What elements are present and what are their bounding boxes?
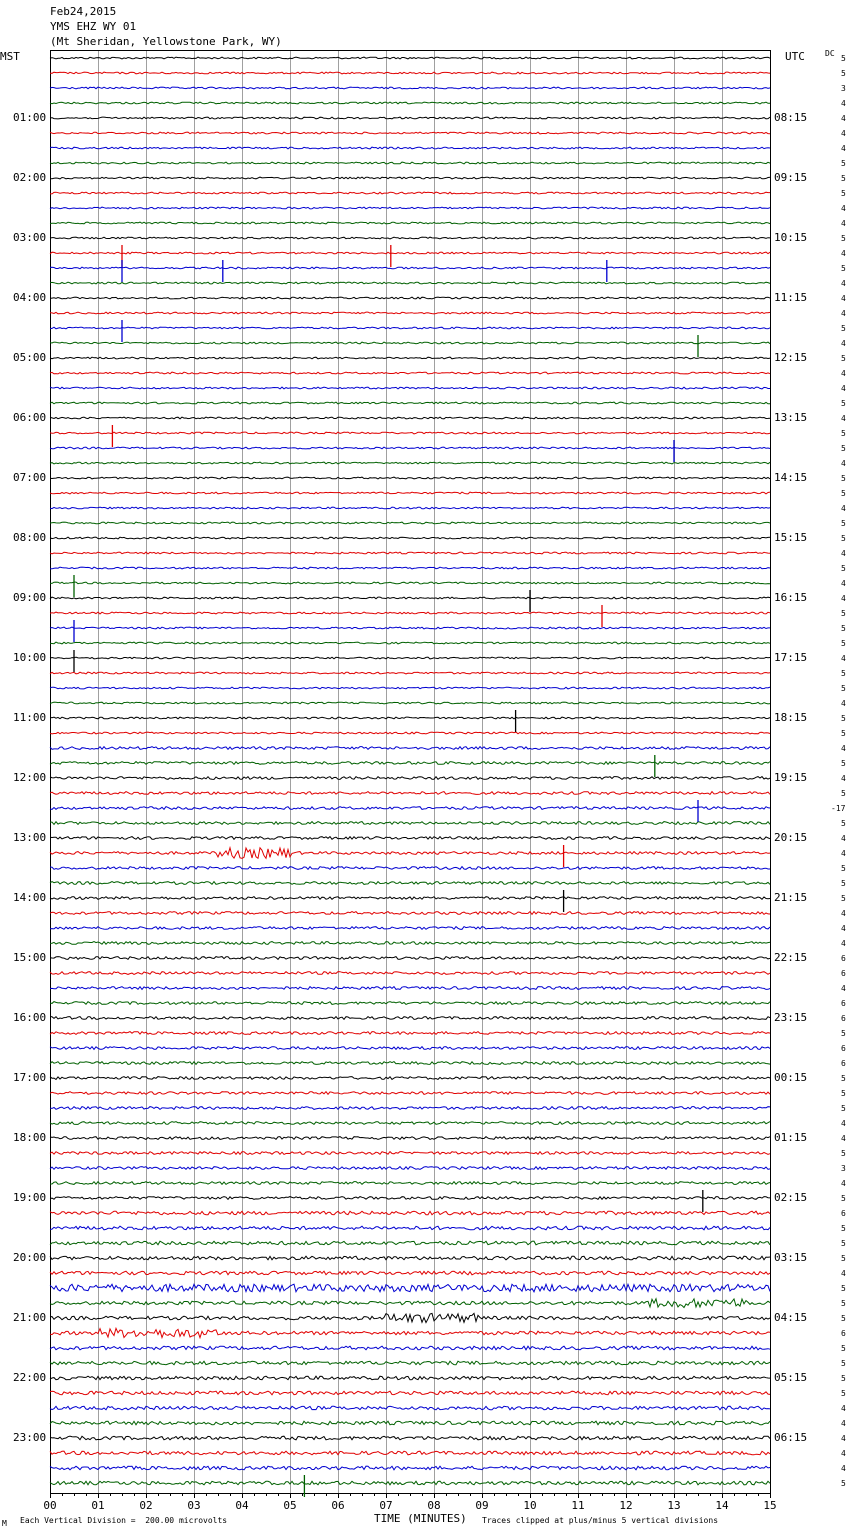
utc-hour-label: 14:15 — [774, 471, 808, 484]
trace-row — [50, 942, 770, 945]
trace-row — [50, 1466, 770, 1470]
x-tick-label: 01 — [91, 1499, 105, 1512]
dc-offset-value: 4 — [841, 504, 846, 513]
trace-row — [50, 207, 770, 209]
mst-hour-label: 03:00 — [13, 231, 47, 244]
dc-offset-value: 5 — [841, 534, 846, 543]
dc-offset-value: 5 — [841, 519, 846, 528]
mst-hour-label: 16:00 — [13, 1011, 47, 1024]
station-label: YMS EHZ WY 01 — [50, 20, 137, 33]
trace-row — [50, 1152, 770, 1155]
dc-offset-value: 4 — [841, 384, 846, 393]
dc-offset-value: 5 — [841, 729, 846, 738]
dc-offset-value: 4 — [841, 204, 846, 213]
trace-row — [50, 822, 770, 825]
dc-offset-value: 4 — [841, 549, 846, 558]
trace-row — [50, 567, 770, 569]
dc-offset-value: 5 — [841, 819, 846, 828]
dc-offset-value: 5 — [841, 1074, 846, 1083]
trace-row — [50, 87, 770, 89]
trace-row — [50, 147, 770, 149]
utc-hour-label: 00:15 — [774, 1071, 808, 1084]
trace-row — [50, 912, 770, 915]
dc-offset-value: 6 — [841, 1059, 846, 1068]
mst-hour-label: 12:00 — [13, 771, 47, 784]
mst-hour-label: 13:00 — [13, 831, 47, 844]
utc-hour-label: 02:15 — [774, 1191, 808, 1204]
trace-row — [50, 1284, 770, 1292]
trace-row — [50, 747, 770, 750]
trace-row — [50, 447, 770, 449]
utc-hour-label: 23:15 — [774, 1011, 808, 1024]
mst-hour-label: 22:00 — [13, 1371, 47, 1384]
trace-row — [50, 1122, 770, 1125]
dc-offset-value: 6 — [841, 1329, 846, 1338]
trace-row — [50, 237, 770, 239]
trace-row — [50, 507, 770, 509]
utc-hour-label: 21:15 — [774, 891, 808, 904]
trace-row — [50, 1211, 770, 1215]
dc-offset-value: 5 — [841, 444, 846, 453]
mst-hour-label: 02:00 — [13, 171, 47, 184]
trace-row — [50, 1346, 770, 1350]
dc-offset-value: 5 — [841, 714, 846, 723]
trace-row — [50, 597, 770, 599]
trace-row — [50, 897, 770, 900]
x-tick-label: 04 — [235, 1499, 249, 1512]
trace-row — [50, 702, 770, 704]
trace-row — [50, 102, 770, 104]
trace-row — [50, 582, 770, 584]
date-label: Feb24,2015 — [50, 5, 117, 18]
trace-row — [50, 848, 770, 859]
trace-row — [50, 357, 770, 359]
dc-offset-value: 5 — [841, 1374, 846, 1383]
dc-offset-value: 5 — [841, 1359, 846, 1368]
trace-row — [50, 537, 770, 539]
dc-offset-value: 4 — [841, 774, 846, 783]
mst-hour-label: 01:00 — [13, 111, 47, 124]
dc-offset-value: 5 — [841, 1299, 846, 1308]
dc-offset-value: 5 — [841, 669, 846, 678]
x-tick-label: 05 — [283, 1499, 297, 1512]
dc-offset-value: 4 — [841, 144, 846, 153]
dc-offset-value: 5 — [841, 639, 846, 648]
trace-row — [50, 267, 770, 269]
dc-offset-value: 5 — [841, 1479, 846, 1488]
trace-row — [50, 72, 770, 74]
utc-hour-label: 06:15 — [774, 1431, 808, 1444]
dc-offset-value: 6 — [841, 999, 846, 1008]
trace-row — [50, 1328, 770, 1337]
dc-offset-value: 5 — [841, 894, 846, 903]
dc-offset-value: 4 — [841, 309, 846, 318]
trace-row — [50, 462, 770, 464]
trace-row — [50, 1451, 770, 1455]
trace-row — [50, 657, 770, 659]
trace-row — [50, 627, 770, 629]
utc-hour-label: 19:15 — [774, 771, 808, 784]
trace-row — [50, 777, 770, 780]
trace-row — [50, 612, 770, 614]
trace-row — [50, 1361, 770, 1365]
trace-row — [50, 1241, 770, 1245]
mst-hour-label: 19:00 — [13, 1191, 47, 1204]
utc-axis-title: UTC — [785, 50, 805, 63]
dc-offset-value: 6 — [841, 1209, 846, 1218]
x-tick-label: 00 — [43, 1499, 57, 1512]
mst-hour-label: 15:00 — [13, 951, 47, 964]
trace-row — [50, 417, 770, 419]
dc-offset-value: 5 — [841, 1194, 846, 1203]
x-tick-label: 09 — [475, 1499, 489, 1512]
dc-offset-value: 4 — [841, 414, 846, 423]
dc-offset-value: 5 — [841, 1104, 846, 1113]
utc-hour-label: 17:15 — [774, 651, 808, 664]
trace-row — [50, 837, 770, 840]
dc-offset-value: 4 — [841, 834, 846, 843]
x-tick-label: 15 — [763, 1499, 777, 1512]
utc-hour-label: 01:15 — [774, 1131, 808, 1144]
utc-hour-label: 08:15 — [774, 111, 808, 124]
trace-row — [50, 402, 770, 404]
x-tick-label: 08 — [427, 1499, 441, 1512]
dc-offset-value: 5 — [841, 1089, 846, 1098]
dc-offset-value: 4 — [841, 459, 846, 468]
mst-hour-label: 07:00 — [13, 471, 47, 484]
mst-hour-label: 17:00 — [13, 1071, 47, 1084]
trace-row — [50, 57, 770, 59]
trace-row — [50, 927, 770, 930]
dc-offset-value: 4 — [841, 924, 846, 933]
dc-offset-value: 6 — [841, 1014, 846, 1023]
utc-hour-label: 12:15 — [774, 351, 808, 364]
trace-row — [50, 1062, 770, 1065]
trace-row — [50, 312, 770, 314]
mst-hour-label: 14:00 — [13, 891, 47, 904]
dc-offset-value: 5 — [841, 399, 846, 408]
dc-offset-value: 3 — [841, 1164, 846, 1173]
plot-frame — [51, 51, 771, 1494]
trace-row — [50, 372, 770, 374]
dc-offset-value: 4 — [841, 1404, 846, 1413]
utc-hour-label: 13:15 — [774, 411, 808, 424]
dc-offset-value: 4 — [841, 219, 846, 228]
location-label: (Mt Sheridan, Yellowstone Park, WY) — [50, 35, 282, 48]
trace-row — [50, 1256, 770, 1260]
trace-row — [50, 672, 770, 674]
dc-offset-value: 4 — [841, 294, 846, 303]
trace-row — [50, 192, 770, 194]
mst-hour-label: 09:00 — [13, 591, 47, 604]
trace-row — [50, 177, 770, 179]
time-axis-label: TIME (MINUTES) — [374, 1512, 467, 1525]
mst-axis-title: MST — [0, 50, 20, 63]
dc-offset-value: 4 — [841, 984, 846, 993]
trace-row — [50, 252, 770, 254]
trace-row — [50, 222, 770, 224]
utc-hour-label: 05:15 — [774, 1371, 808, 1384]
dc-offset-value: 4 — [841, 99, 846, 108]
trace-row — [50, 1032, 770, 1035]
trace-row — [50, 642, 770, 644]
dc-offset-value: 4 — [841, 1464, 846, 1473]
trace-row — [50, 387, 770, 389]
dc-offset-value: 5 — [841, 489, 846, 498]
trace-row — [50, 1271, 770, 1275]
dc-offset-value: 5 — [841, 174, 846, 183]
dc-offset-value: 5 — [841, 879, 846, 888]
trace-row — [50, 1406, 770, 1410]
utc-hour-label: 16:15 — [774, 591, 808, 604]
x-tick-label: 13 — [667, 1499, 681, 1512]
utc-hour-label: 09:15 — [774, 171, 808, 184]
trace-row — [50, 1226, 770, 1230]
dc-offset-value: 5 — [841, 189, 846, 198]
trace-row — [50, 717, 770, 719]
x-tick-label: 06 — [331, 1499, 345, 1512]
dc-offset-value: 4 — [841, 369, 846, 378]
trace-row — [50, 762, 770, 765]
scale-mark: M — [2, 1519, 7, 1528]
trace-row — [50, 1376, 770, 1380]
dc-offset-value: 5 — [841, 684, 846, 693]
dc-offset-value: 4 — [841, 594, 846, 603]
mst-hour-label: 06:00 — [13, 411, 47, 424]
dc-offset-value: 5 — [841, 54, 846, 63]
trace-row — [50, 492, 770, 494]
dc-offset-value: 4 — [841, 744, 846, 753]
dc-offset-value: 5 — [841, 624, 846, 633]
dc-offset-value: 5 — [841, 864, 846, 873]
trace-row — [50, 1107, 770, 1110]
x-tick-label: 11 — [571, 1499, 585, 1512]
trace-row — [50, 1017, 770, 1020]
trace-row — [50, 297, 770, 299]
trace-row — [50, 1197, 770, 1200]
mst-hour-label: 10:00 — [13, 651, 47, 664]
trace-row — [50, 1481, 770, 1485]
dc-offset-value: 5 — [841, 159, 846, 168]
dc-offset-value: 5 — [841, 1029, 846, 1038]
mst-hour-label: 20:00 — [13, 1251, 47, 1264]
dc-offset-value: 5 — [841, 1344, 846, 1353]
mst-hour-label: 18:00 — [13, 1131, 47, 1144]
dc-offset-value: 5 — [841, 69, 846, 78]
trace-row — [50, 477, 770, 479]
dc-offset-value: 4 — [841, 129, 846, 138]
dc-offset-value: 5 — [841, 1314, 846, 1323]
dc-offset-value: 5 — [841, 324, 846, 333]
time-gridlines — [51, 50, 771, 1494]
trace-row — [50, 792, 770, 795]
trace-row — [50, 1167, 770, 1170]
utc-hour-label: 03:15 — [774, 1251, 808, 1264]
dc-offset-value: 5 — [841, 1389, 846, 1398]
dc-offset-value: 4 — [841, 114, 846, 123]
dc-offset-value: 4 — [841, 279, 846, 288]
trace-row — [50, 807, 770, 810]
x-tick-label: 10 — [523, 1499, 537, 1512]
utc-hour-label: 18:15 — [774, 711, 808, 724]
utc-hour-label: 15:15 — [774, 531, 808, 544]
dc-offset-value: 4 — [841, 1134, 846, 1143]
x-tick-label: 03 — [187, 1499, 201, 1512]
utc-hour-label: 04:15 — [774, 1311, 808, 1324]
trace-row — [50, 1436, 770, 1440]
trace-row — [50, 1299, 770, 1308]
mst-hour-label: 05:00 — [13, 351, 47, 364]
dc-offset-value: 5 — [841, 759, 846, 768]
trace-row — [50, 1182, 770, 1185]
dc-offset-value: 4 — [841, 579, 846, 588]
clip-note: Traces clipped at plus/minus 5 vertical divisions — [482, 1516, 719, 1525]
dc-offset-value: 5 — [841, 234, 846, 243]
dc-offset-value: 4 — [841, 1419, 846, 1428]
x-tick-label: 07 — [379, 1499, 393, 1512]
trace-row — [50, 1092, 770, 1095]
dc-offset-value: 4 — [841, 339, 846, 348]
dc-offset-value: 5 — [841, 264, 846, 273]
dc-offset-value: 4 — [841, 1449, 846, 1458]
trace-row — [50, 987, 770, 990]
dc-offset-value: 4 — [841, 654, 846, 663]
trace-row — [50, 132, 770, 134]
trace-row — [50, 1137, 770, 1140]
dc-label: DC — [825, 49, 835, 58]
mst-hour-label: 23:00 — [13, 1431, 47, 1444]
trace-row — [50, 1391, 770, 1395]
dc-offset-value: 4 — [841, 1179, 846, 1188]
trace-row — [50, 117, 770, 119]
dc-offset-value: 5 — [841, 1224, 846, 1233]
utc-hour-label: 22:15 — [774, 951, 808, 964]
dc-offset-value: 4 — [841, 249, 846, 258]
trace-row — [50, 972, 770, 975]
seismic-traces — [50, 57, 770, 1497]
x-tick-label: 14 — [715, 1499, 729, 1512]
vertical-division-note: Each Vertical Division = 200.00 microvolts — [20, 1516, 228, 1525]
x-tick-label: 02 — [139, 1499, 153, 1512]
trace-row — [50, 687, 770, 689]
trace-row — [50, 732, 770, 734]
dc-offset-value: 4 — [841, 1434, 846, 1443]
mst-hour-label: 04:00 — [13, 291, 47, 304]
dc-offset-value: 6 — [841, 1044, 846, 1053]
dc-offset-value: 4 — [841, 909, 846, 918]
dc-offset-value: 5 — [841, 1284, 846, 1293]
dc-offset-value: 5 — [841, 354, 846, 363]
dc-offset-value: 4 — [841, 849, 846, 858]
trace-row — [50, 1313, 770, 1322]
dc-offset-value: 5 — [841, 474, 846, 483]
mst-hour-label: 11:00 — [13, 711, 47, 724]
dc-offset-value: 5 — [841, 564, 846, 573]
dc-offset-value: 6 — [841, 954, 846, 963]
dc-offset-value: -17 — [831, 804, 846, 813]
trace-row — [50, 282, 770, 284]
trace-row — [50, 522, 770, 524]
trace-row — [50, 1421, 770, 1425]
dc-offset-value: 5 — [841, 1239, 846, 1248]
dc-offset-value: 5 — [841, 1149, 846, 1158]
utc-hour-label: 10:15 — [774, 231, 808, 244]
time-axis — [43, 1493, 776, 1512]
trace-row — [50, 1047, 770, 1050]
trace-row — [50, 432, 770, 434]
dc-offset-value: 4 — [841, 699, 846, 708]
trace-row — [50, 342, 770, 344]
dc-offset-value: 3 — [841, 84, 846, 93]
dc-offset-value: 4 — [841, 939, 846, 948]
mst-hour-label: 21:00 — [13, 1311, 47, 1324]
dc-offset-value: 6 — [841, 969, 846, 978]
trace-row — [50, 1077, 770, 1080]
trace-row — [50, 552, 770, 554]
trace-row — [50, 957, 770, 960]
mst-hour-label: 08:00 — [13, 531, 47, 544]
trace-row — [50, 162, 770, 164]
dc-offset-value: 5 — [841, 1254, 846, 1263]
trace-row — [50, 882, 770, 885]
utc-hour-label: 20:15 — [774, 831, 808, 844]
trace-row — [50, 867, 770, 870]
dc-offset-value: 5 — [841, 789, 846, 798]
dc-offset-value: 4 — [841, 1269, 846, 1278]
trace-row — [50, 1002, 770, 1005]
dc-offset-value: 5 — [841, 429, 846, 438]
trace-row — [50, 327, 770, 329]
dc-offset-value: 5 — [841, 609, 846, 618]
utc-hour-label: 11:15 — [774, 291, 808, 304]
dc-offset-value: 4 — [841, 1119, 846, 1128]
x-tick-label: 12 — [619, 1499, 633, 1512]
